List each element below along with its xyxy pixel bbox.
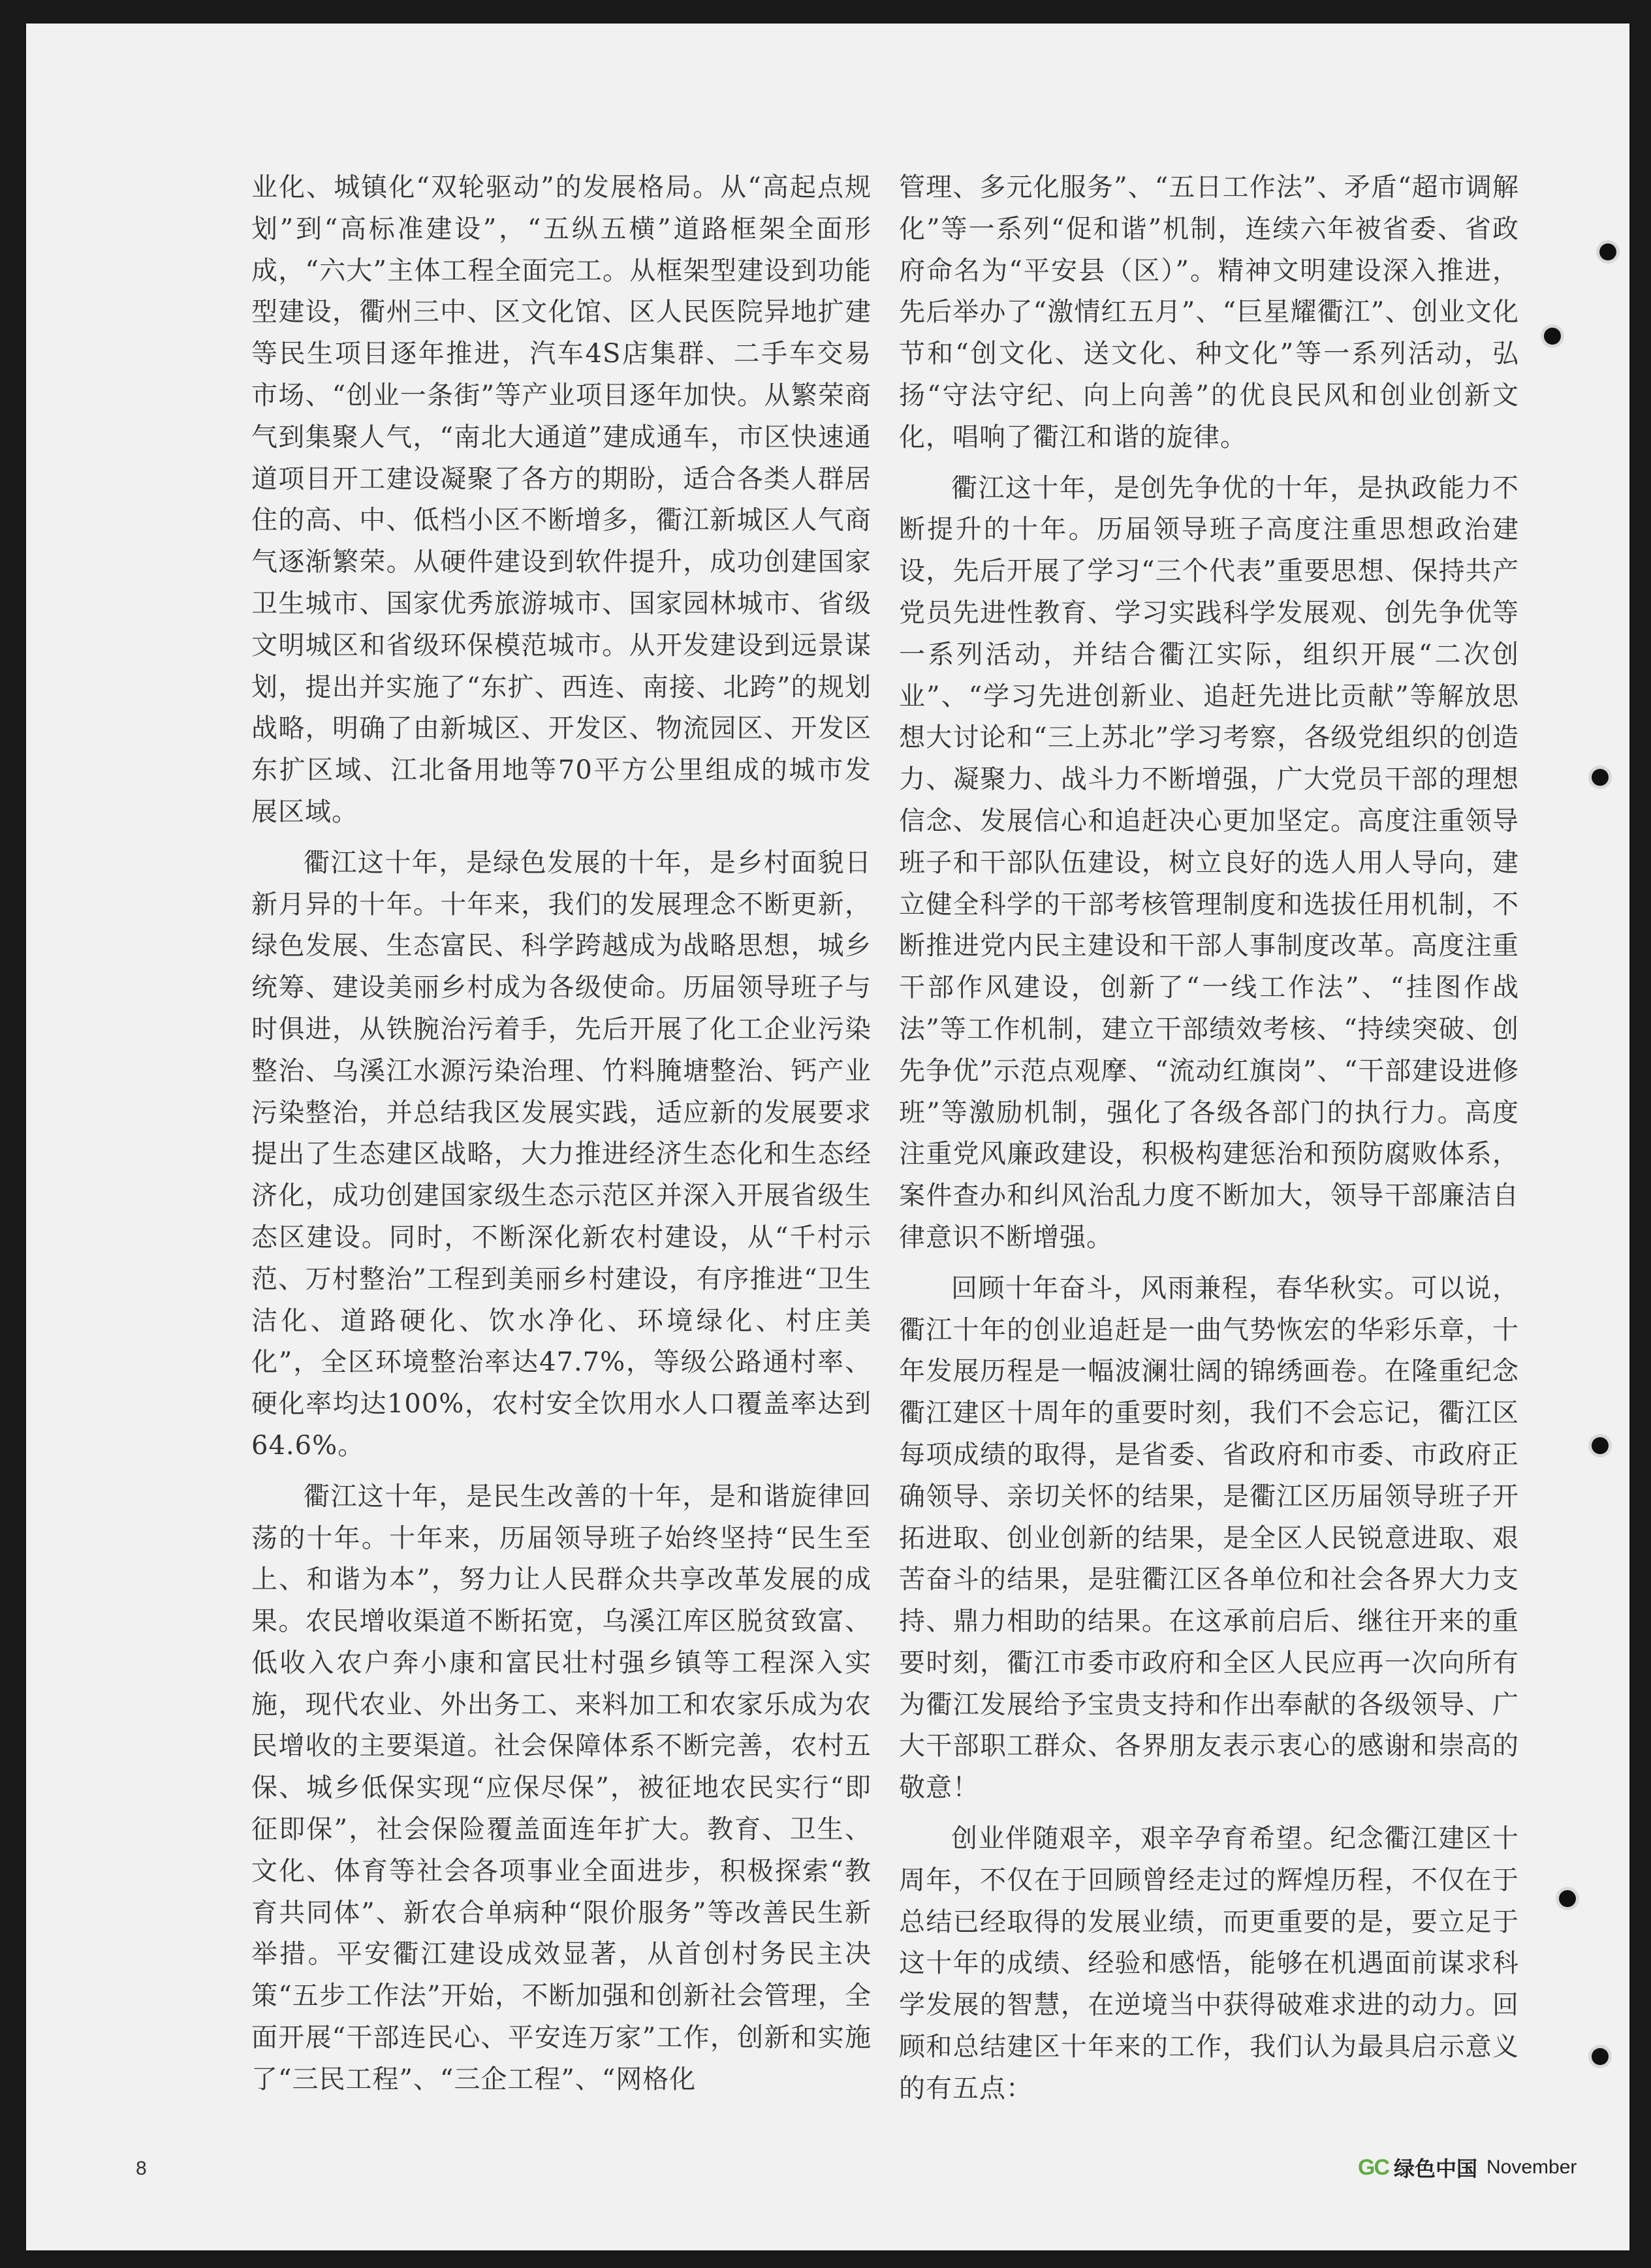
paragraph: 创业伴随艰辛，艰辛孕育希望。纪念衢江建区十周年，不仅在于回顾曾经走过的辉煌历程，不仅在于总结已经取得的发展业绩，而更重要的是，要立足于这十年的成绩、经验和感悟，能够在机遇面前谋求科学发展的智慧，在逆境当中获得破难求进的动力。回顾和总结建区十年来的工作，我们认为最具启示意义的有五点： <box>899 1824 1519 2104</box>
brand-name: 绿色中国 <box>1394 2157 1478 2181</box>
binder-hole-icon <box>1559 1890 1576 1907</box>
binder-hole-icon <box>1544 328 1561 345</box>
page-number: 8 <box>136 2158 147 2179</box>
right-text-column <box>899 167 1519 2119</box>
paragraph: 管理、多元化服务”、“五日工作法”、矛盾“超市调解化”等一系列“促和谐”机制，连续六年被省委、省政府命名为“平安县（区）”。精神文明建设深入推进，先后举办了“激情红五月”、“巨星耀衢江”、创业文化节和“创文化、送文化、种文化”等一系列活动，弘扬“守法守纪、向上向善”的优良民风和创业创新文化，唱响了衢江和谐的旋律。 <box>899 172 1519 452</box>
binder-hole-icon <box>1592 1437 1609 1454</box>
brand-logo-icon: GC <box>1358 2154 1389 2180</box>
paragraph: 衢江这十年，是民生改善的十年，是和谐旋律回荡的十年。十年来，历届领导班子始终坚持“民生至上、和谐为本”，努力让人民群众共享改革发展的成果。农民增收渠道不断拓宽，乌溪江库区脱贫致富、低收入农户奔小康和富民壮村强乡镇等工程深入实施，现代农业、外出务工、来料加工和农家乐成为农民增收的主要渠道。社会保障体系不断完善，农村五保、城乡低保实现“应保尽保”，被征地农民实行“即征即保”，社会保险覆盖面连年扩大。教育、卫生、文化、体育等社会各项事业全面进步，积极探索“教育共同体”、新农合单病种“限价服务”等改善民生新举措。平安衢江建设成效显著，从首创村务民主决策“五步工作法”开始，不断加强和创新社会管理，全面开展“干部连民心、平安连万家”工作，创新和实施了“三民工程”、“三企工程”、“网格化 <box>251 1481 872 2094</box>
binder-hole-icon <box>1599 243 1616 260</box>
paragraph: 业化、城镇化“双轮驱动”的发展格局。从“高起点规划”到“高标准建设”，“五纵五横”道路框架全面形成，“六大”主体工程全面完工。从框架型建设到功能型建设，衢州三中、区文化馆、区人民医院异地扩建等民生项目逐年推进，汽车4S店集群、二手车交易市场、“创业一条街”等产业项目逐年加快。从繁荣商气到集聚人气，“南北大通道”建成通车，市区快速通道项目开工建设凝聚了各方的期盼，适合各类人群居住的高、中、低档小区不断增多，衢江新城区人气商气逐渐繁荣。从硬件建设到软件提升，成功创建国家卫生城市、国家优秀旅游城市、国家园林城市、省级文明城区和省级环保模范城市。从开发建设到远景谋划，提出并实施了“东扩、西连、南接、北跨”的规划战略，明确了由新城区、开发区、物流园区、开发区东扩区域、江北备用地等70平方公里组成的城市发展区域。 <box>251 172 872 827</box>
magazine-brand <box>1358 2152 1577 2183</box>
paragraph: 衢江这十年，是绿色发展的十年，是乡村面貌日新月异的十年。十年来，我们的发展理念不断更新，绿色发展、生态富民、科学跨越成为战略思想，城乡统筹、建设美丽乡村成为各级使命。历届领导班子与时俱进，从铁腕治污着手，先后开展了化工企业污染整治、乌溪江水源污染治理、竹料腌塘整治、钙产业污染整治，并总结我区发展实践，适应新的发展要求提出了生态建区战略，大力推进经济生态化和生态经济化，成功创建国家级生态示范区并深入开展省级生态区建设。同时，不断深化新农村建设，从“千村示范、万村整治”工程到美丽乡村建设，有序推进“卫生洁化、道路硬化、饮水净化、环境绿化、村庄美化”，全区环境整治率达47.7%，等级公路通村率、硬化率均达100%，农村安全饮用水人口覆盖率达到64.6%。 <box>251 847 872 1461</box>
issue-month: November <box>1486 2156 1577 2178</box>
binder-hole-icon <box>1592 769 1609 786</box>
binder-hole-icon <box>1592 2048 1609 2065</box>
paragraph: 衢江这十年，是创先争优的十年，是执政能力不断提升的十年。历届领导班子高度注重思想政治建设，先后开展了学习“三个代表”重要思想、保持共产党员先进性教育、学习实践科学发展观、创先争优等一系列活动，并结合衢江实际，组织开展“二次创业”、“学习先进创新业、追赶先进比贡献”等解放思想大讨论和“三上苏北”学习考察，各级党组织的创造力、凝聚力、战斗力不断增强，广大党员干部的理想信念、发展信心和追赶决心更加坚定。高度注重领导班子和干部队伍建设，树立良好的选人用人导向，建立健全科学的干部考核管理制度和选拔任用机制，不断推进党内民主建设和干部人事制度改革。高度注重干部作风建设，创新了“一线工作法”、“挂图作战法”等工作机制，建立干部绩效考核、“持续突破、创先争优”示范点观摩、“流动红旗岗”、“干部建设进修班”等激励机制，强化了各级各部门的执行力。高度注重党风廉政建设，积极构建惩治和预防腐败体系，案件查办和纠风治乱力度不断加大，领导干部廉洁自律意识不断增强。 <box>899 473 1519 1252</box>
magazine-page <box>26 23 1629 2250</box>
paragraph: 回顾十年奋斗，风雨兼程，春华秋实。可以说，衢江十年的创业追赶是一曲气势恢宏的华彩乐章，十年发展历程是一幅波澜壮阔的锦绣画卷。在隆重纪念衢江建区十周年的重要时刻，我们不会忘记，衢江区每项成绩的取得，是省委、省政府和市委、市政府正确领导、亲切关怀的结果，是衢江区历届领导班子开拓进取、创业创新的结果，是全区人民锐意进取、艰苦奋斗的结果，是驻衢江区各单位和社会各界大力支持、鼎力相助的结果。在这承前启后、继往开来的重要时刻，衢江市委市政府和全区人民应再一次向所有为衢江发展给予宝贵支持和作出奉献的各级领导、广大干部职工群众、各界朋友表示衷心的感谢和崇高的敬意！ <box>899 1273 1519 1803</box>
left-text-column <box>251 167 872 2110</box>
